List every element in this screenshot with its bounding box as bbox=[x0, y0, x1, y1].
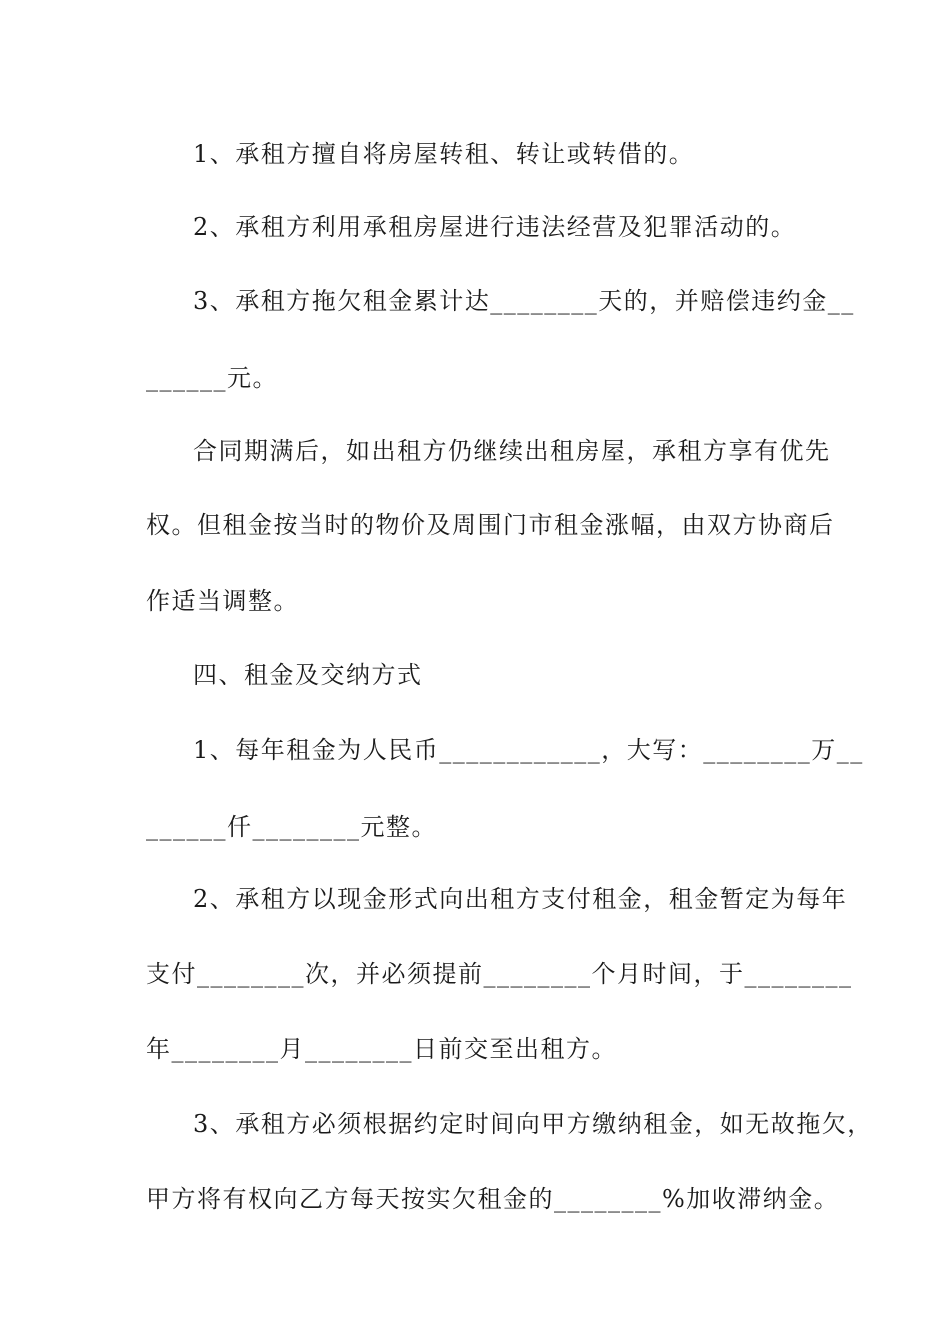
rent-clause-3-line-1: 3、承租方必须根据约定时间向甲方缴纳租金，如无故拖欠， bbox=[193, 1110, 873, 1138]
renewal-paragraph-line-2: 权。但租金按当时的物价及周围门市租金涨幅，由双方协商后 bbox=[146, 511, 835, 539]
clause-3-text-continued: ______元。 bbox=[146, 364, 278, 392]
rent-clause-2-line-1: 2、承租方以现金形式向出租方支付租金，租金暂定为每年 bbox=[193, 885, 848, 913]
clause-1-text: 1、承租方擅自将房屋转租、转让或转借的。 bbox=[193, 140, 695, 168]
rent-clause-1-text: 1、每年租金为人民币____________，大写：________万__ bbox=[193, 736, 864, 764]
section-heading-rent-payment: 四、租金及交纳方式 bbox=[193, 661, 423, 689]
rent-clause-2-line-3: 年________月________日前交至出租方。 bbox=[146, 1035, 617, 1063]
clause-2-text: 2、承租方利用承租房屋进行违法经营及犯罪活动的。 bbox=[193, 213, 797, 241]
rent-clause-3-line-2: 甲方将有权向乙方每天按实欠租金的________%加收滞纳金。 bbox=[146, 1185, 840, 1213]
rent-clause-1-text-continued: ______仟________元整。 bbox=[146, 813, 437, 841]
clause-3-text: 3、承租方拖欠租金累计达________天的，并赔偿违约金__ bbox=[193, 287, 855, 315]
renewal-paragraph-line-3: 作适当调整。 bbox=[146, 587, 299, 615]
renewal-paragraph-line-1: 合同期满后，如出租方仍继续出租房屋，承租方享有优先 bbox=[193, 437, 831, 465]
rent-clause-2-line-2: 支付________次，并必须提前________个月时间，于________ bbox=[146, 960, 853, 988]
